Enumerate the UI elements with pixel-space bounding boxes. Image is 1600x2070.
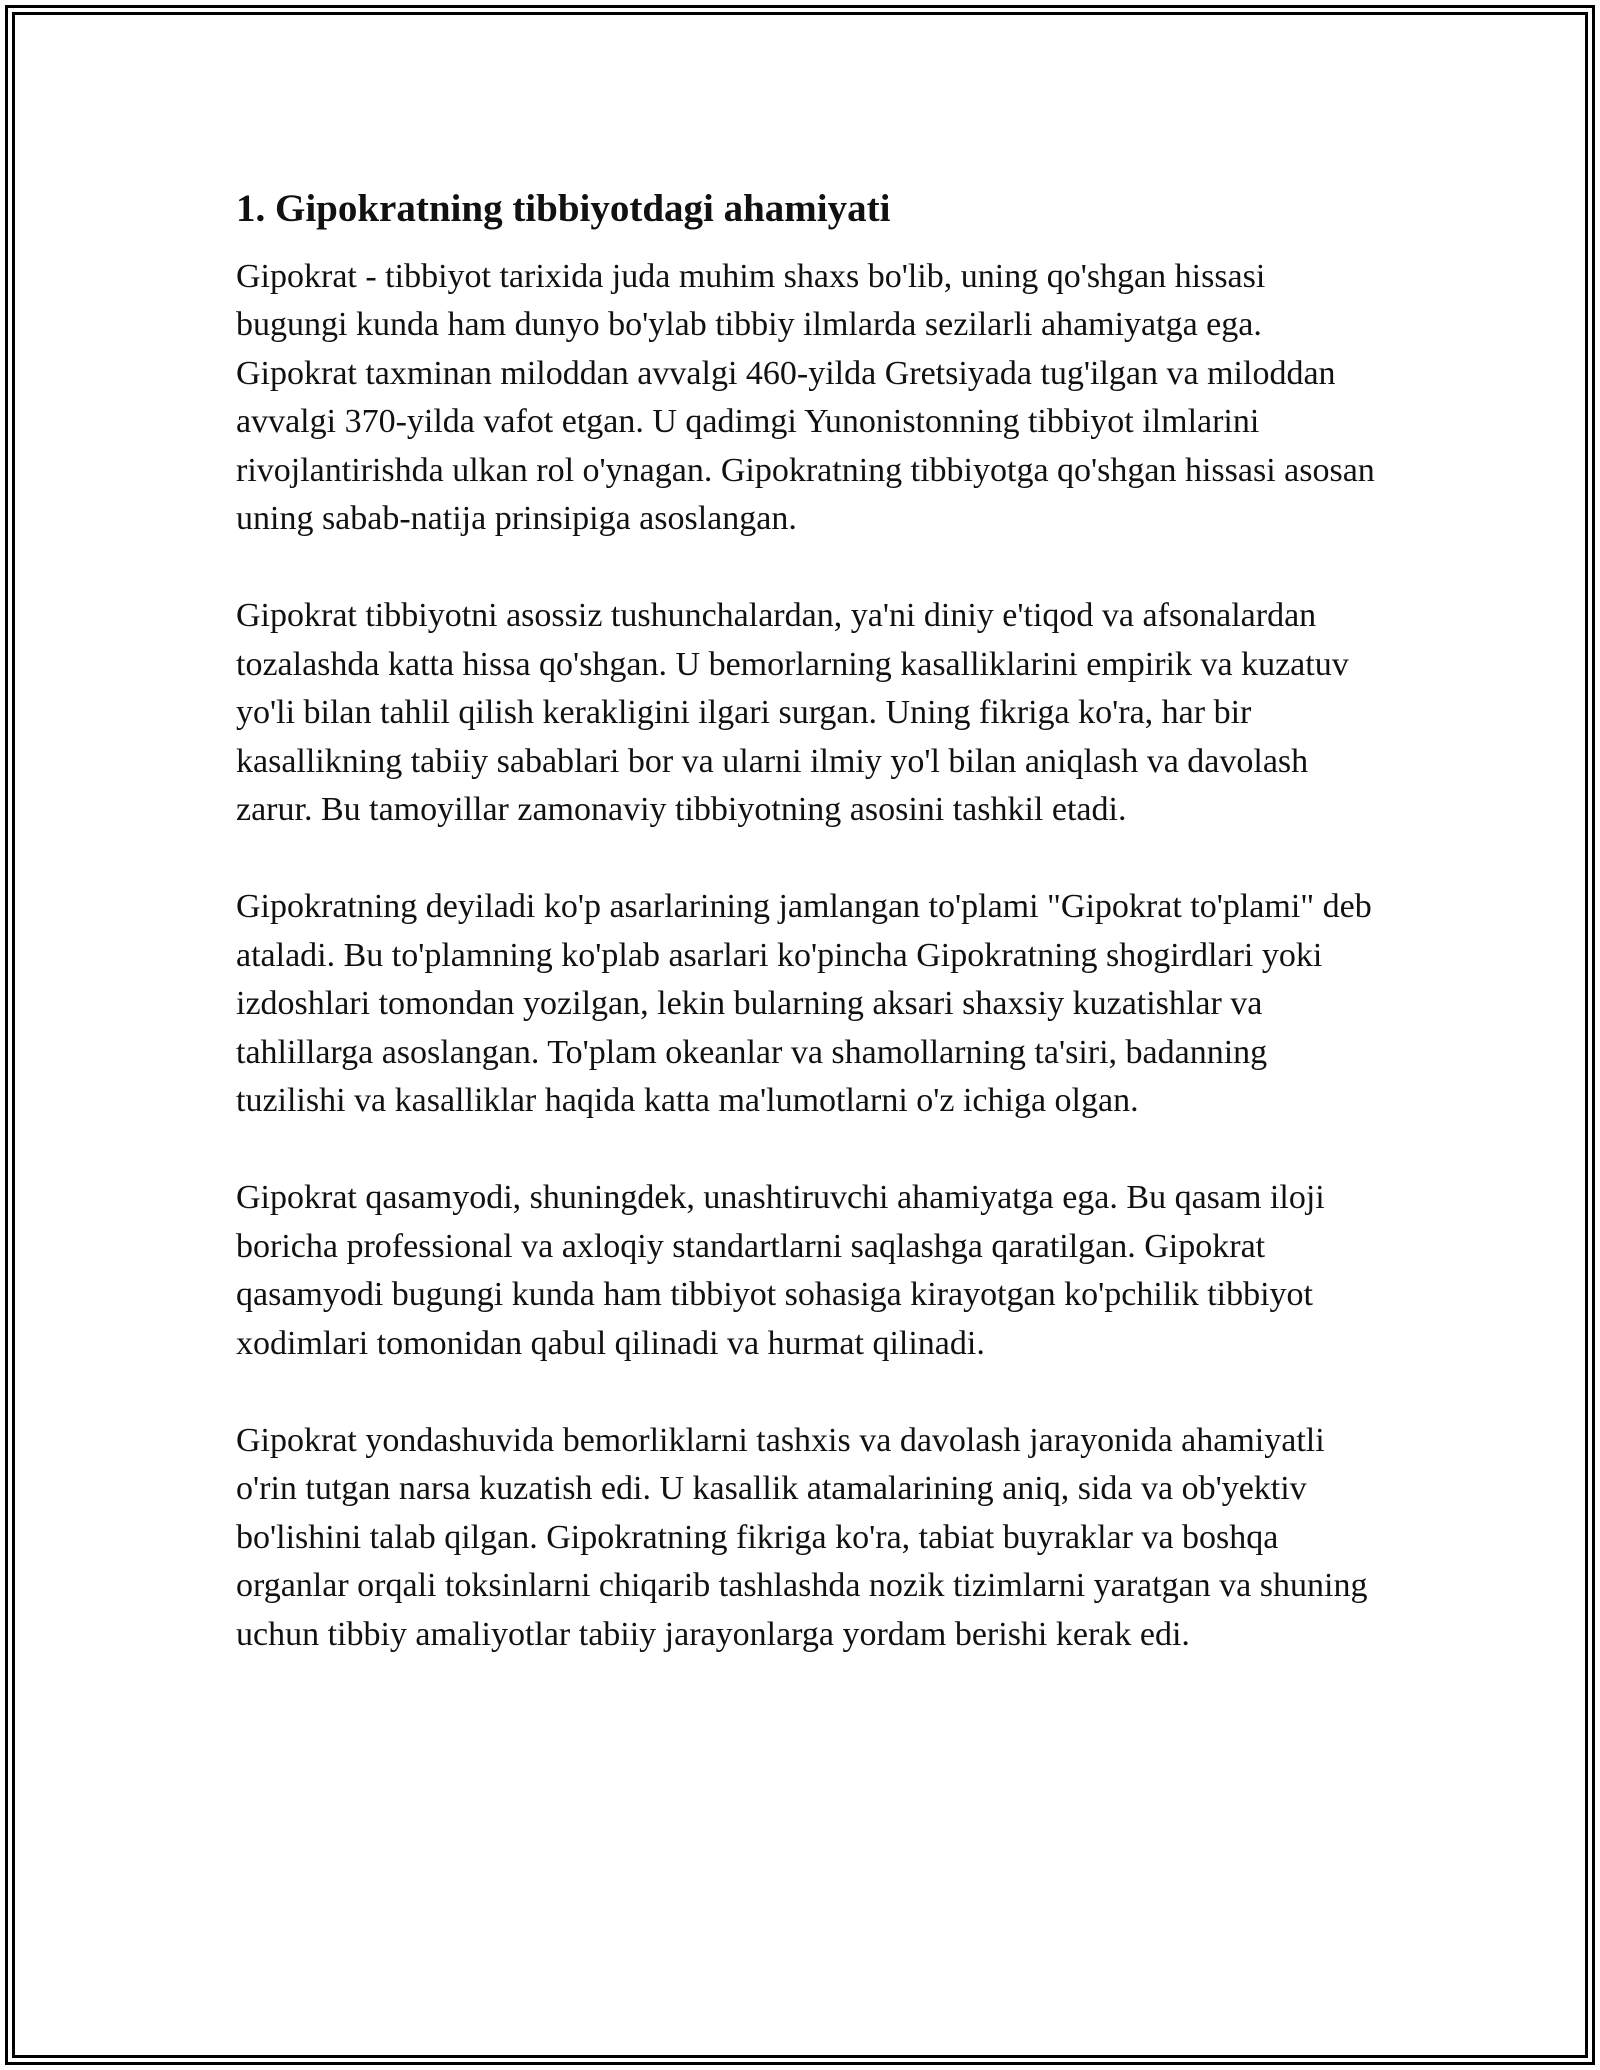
section-heading: 1. Gipokratning tibbiyotdagi ahamiyati: [236, 187, 891, 230]
paragraph-2: Gipokrat tibbiyotni asossiz tushunchalardan, ya'ni diniy e'tiqod va afsonalardan tozalashda katta hissa qo'shgan. U bemorlarning kasalliklarini empirik va kuzatuv yo'li bilan tahlil qilish kerakligini ilgari surgan. Uning fikriga ko'ra, har bir kasallikning tabiiy sabablari bor va ularni ilmiy yo'l bilan aniqlash va davolash zarur. Bu tamoyillar zamonaviy tibbiyotning asosini tashkil etadi.: [236, 597, 1349, 829]
paragraph-5: Gipokrat yondashuvida bemorliklarni tashxis va davolash jarayonida ahamiyatli o'rin tutgan narsa kuzatish edi. U kasallik atamalarining aniq, sida va ob'yektiv bo'lishini talab qilgan. Gipokratning fikriga ko'ra, tabiat buyraklar va boshqa organlar orqali toksinlarni chiqarib tashlashda nozik tizimlarni yaratgan va shuning uchun tibbiy amaliyotlar tabiiy jarayonlarga yordam berishi kerak edi.: [236, 1421, 1368, 1653]
paragraph-1: Gipokrat - tibbiyot tarixida juda muhim shaxs bo'lib, uning qo'shgan hissasi bugungi kunda ham dunyo bo'ylab tibbiy ilmlarda sezilarli ahamiyatga ega. Gipokrat taxminan miloddan avvalgi 460-yilda Gretsiyada tug'ilgan va miloddan avvalgi 370-yilda vafot etgan. U qadimgi Yunonistonning tibbiyot ilmlarini rivojlantirishda ulkan rol o'ynagan. Gipokratning tibbiyotga qo'shgan hissasi asosan uning sabab-natija prinsipiga asoslangan.: [236, 257, 1375, 538]
paragraph-3: Gipokratning deyiladi ko'p asarlarining jamlangan to'plami "Gipokrat to'plami" deb ataladi. Bu to'plamning ko'plab asarlari ko'pincha Gipokratning shogirdlari yoki izdoshlari tomondan yozilgan, lekin bularning aksari shaxsiy kuzatishlar va tahlillarga asoslangan. To'plam okeanlar va shamollarning ta'siri, badanning tuzilishi va kasalliklar haqida katta ma'lumotlarni o'z ichiga olgan.: [236, 888, 1372, 1120]
document-body: [236, 186, 1376, 1708]
paragraph-4: Gipokrat qasamyodi, shuningdek, unashtiruvchi ahamiyatga ega. Bu qasam iloji boricha professional va axloqiy standartlarni saqlashga qaratilgan. Gipokrat qasamyodi bugungi kunda ham tibbiyot sohasiga kirayotgan ko'pchilik tibbiyot xodimlari tomonidan qabul qilinadi va hurmat qilinadi.: [236, 1179, 1325, 1362]
